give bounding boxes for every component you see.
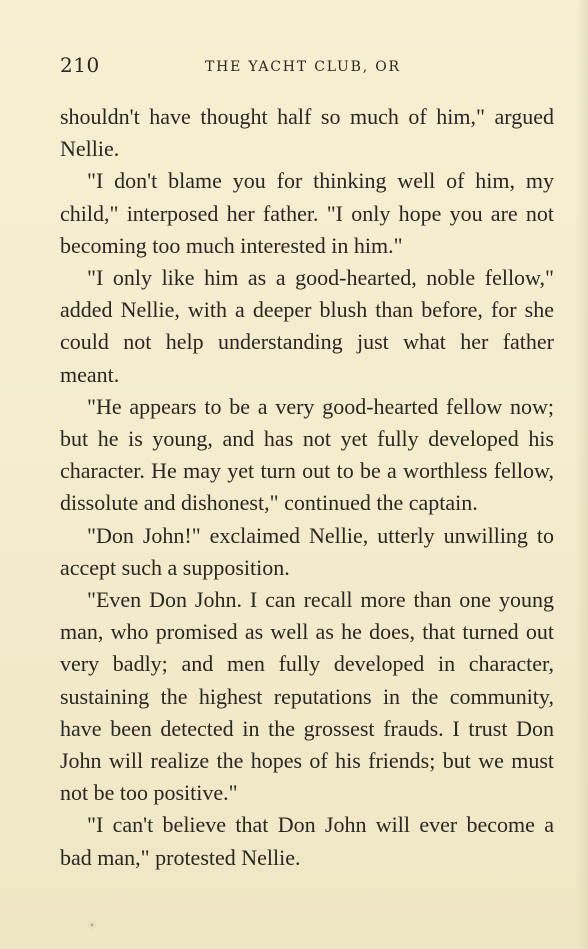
paragraph: "He appears to be a very good-hearted fellow now; but he is young, and has not yet fully developed his character. He may yet turn out to be a worthless fellow, dissolute and dishonest," continued the captain. (60, 393, 554, 516)
paragraph: "Even Don John. I can recall more than one young man, who promised as well as he does, that turned out very badly; and men fully developed in character, sustaining the highest reputations in the community, have been detected in the grossest frauds. I trust Don John will realize the hopes of his friends; but we must not be too positive." (60, 587, 554, 806)
paragraph: "I don't blame you for thinking well of him, my child," interposed her father. "I only hope you are not becoming too much interested in him." (60, 168, 554, 258)
running-title: THE YACHT CLUB, OR (205, 59, 401, 75)
paragraph: shouldn't have thought half so much of him," argued Nellie. (60, 104, 554, 162)
ink-speck-decoration (86, 919, 98, 931)
page-number: 210 (60, 53, 100, 77)
paragraph: "Don John!" exclaimed Nellie, utterly unwilling to accept such a supposition. (60, 522, 554, 580)
scan-edge-shadow (576, 0, 588, 949)
paragraph: "I can't believe that Don John will ever become a bad man," protested Nellie. (60, 812, 554, 870)
running-header (60, 53, 560, 83)
paragraph: "I only like him as a good-hearted, noble fellow," added Nellie, with a deeper blush than before, for she could not help understanding just what her father meant. (60, 265, 554, 387)
body-text (60, 101, 554, 874)
